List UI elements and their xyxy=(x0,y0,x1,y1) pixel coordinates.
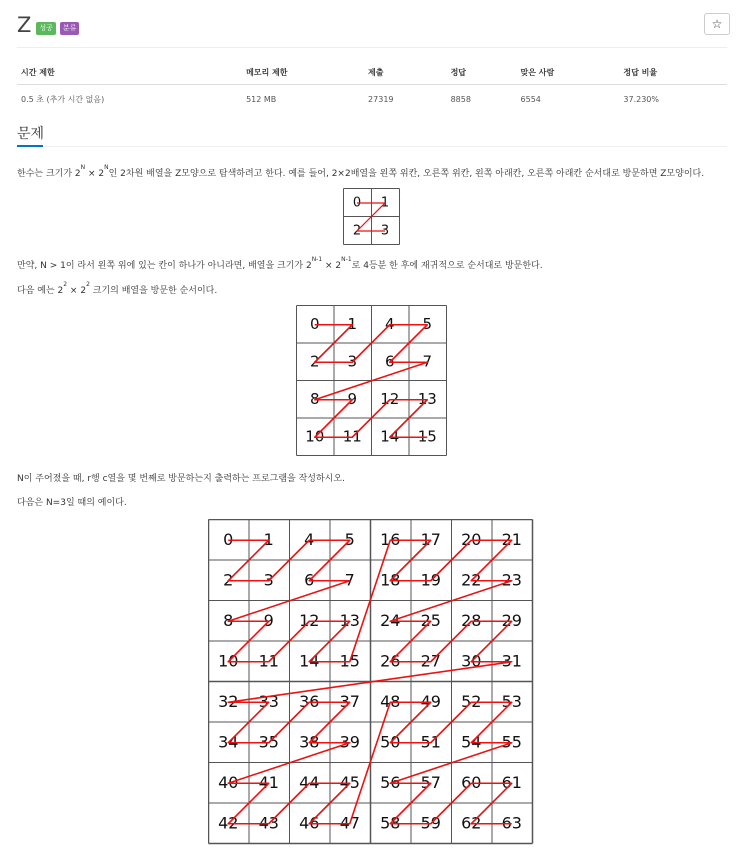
grid-cell-number: 4 xyxy=(304,530,315,550)
z-order-figure-8x8 xyxy=(208,519,536,848)
grid-cell-number: 54 xyxy=(461,732,482,752)
problem-title: Z xyxy=(17,13,32,37)
z-order-figure-2x2 xyxy=(343,188,402,245)
grid-cell-number: 11 xyxy=(342,427,362,446)
grid-cell-number: 16 xyxy=(380,530,401,550)
category-badge[interactable]: 분류 xyxy=(60,22,80,35)
grid-cell-number: 60 xyxy=(461,773,482,793)
grid-cell-number: 58 xyxy=(380,813,401,833)
grid-cell-number: 40 xyxy=(218,773,239,793)
grid-cell-number: 42 xyxy=(218,813,239,833)
grid-cell-number: 30 xyxy=(461,651,482,671)
grid-cell-number: 25 xyxy=(420,611,441,631)
grid-cell-number: 18 xyxy=(380,570,401,590)
solvers-header: 맞은 사람 xyxy=(517,63,620,85)
grid-cell-number: 47 xyxy=(339,813,360,833)
grid-cell-number: 35 xyxy=(258,732,279,752)
p2-sup-2: N-1 xyxy=(341,256,352,263)
grid-cell-number: 0 xyxy=(309,315,320,334)
grid-cell-number: 0 xyxy=(223,530,234,550)
grid-cell-number: 39 xyxy=(339,732,360,752)
submissions-value[interactable]: 27319 xyxy=(368,95,394,104)
grid-cell-number: 11 xyxy=(258,651,279,671)
grid-cell-number: 6 xyxy=(384,352,395,371)
memory-limit-header: 메모리 제한 xyxy=(242,63,364,85)
grid-cell-number: 9 xyxy=(263,611,274,631)
solvers-value[interactable]: 6554 xyxy=(520,95,541,104)
time-limit-value: 0.5 초 (추가 시간 없음) xyxy=(21,95,105,104)
accepted-header: 정답 xyxy=(447,63,517,85)
grid-cell-number: 34 xyxy=(218,732,239,752)
grid-cell-number: 55 xyxy=(501,732,522,752)
p2-text-b: × 2 xyxy=(322,261,342,271)
grid-cell-number: 12 xyxy=(299,611,320,631)
star-icon: ☆ xyxy=(711,17,723,31)
grid-cell-number: 53 xyxy=(501,692,522,712)
grid-cell-number: 26 xyxy=(380,651,401,671)
problem-header xyxy=(17,12,83,38)
grid-cell-number: 1 xyxy=(263,530,274,550)
grid-cell-number: 59 xyxy=(420,813,441,833)
grid-cell-number: 12 xyxy=(380,390,400,409)
grid-cell-number: 45 xyxy=(339,773,360,793)
grid-cell-number: 33 xyxy=(258,692,279,712)
p2-text-c: 로 4등분 한 후에 재귀적으로 순서대로 방문한다. xyxy=(351,261,543,271)
grid-cell-number: 4 xyxy=(384,315,395,334)
description-paragraph-5: 다음은 N=3일 때의 예이다. xyxy=(17,498,127,508)
problem-info-table xyxy=(17,63,727,109)
grid-cell-number: 1 xyxy=(347,315,358,334)
grid-cell-number: 38 xyxy=(299,732,320,752)
grid-cell-number: 6 xyxy=(304,570,315,590)
ratio-value: 37.230% xyxy=(623,95,659,104)
grid-cell-number: 57 xyxy=(420,773,441,793)
description-paragraph-3 xyxy=(17,283,217,296)
grid-cell-number: 15 xyxy=(417,427,437,446)
grid-cell-number: 10 xyxy=(305,427,325,446)
grid-cell-number: 31 xyxy=(501,651,522,671)
grid-cell-number: 21 xyxy=(501,530,522,550)
p3-sup-1: 2 xyxy=(63,281,68,288)
grid-cell-number: 0 xyxy=(352,195,362,211)
grid-cell-number: 24 xyxy=(380,611,401,631)
grid-cell-number: 14 xyxy=(380,427,400,446)
description-paragraph-1 xyxy=(17,166,704,179)
grid-cell-number: 9 xyxy=(347,390,358,409)
accepted-value[interactable]: 8858 xyxy=(450,95,471,104)
grid-cell-number: 62 xyxy=(461,813,482,833)
grid-cell-number: 28 xyxy=(461,611,482,631)
info-value-row xyxy=(17,85,727,110)
grid-cell-number: 2 xyxy=(223,570,234,590)
section-title: 문제 xyxy=(17,126,45,142)
p1-sup-1: N xyxy=(80,164,86,171)
grid-cell-number: 22 xyxy=(461,570,482,590)
grid-cell-number: 13 xyxy=(339,611,360,631)
description-paragraph-2 xyxy=(17,258,543,271)
grid-cell-number: 13 xyxy=(417,390,437,409)
section-rule xyxy=(17,146,727,147)
grid-cell-number: 8 xyxy=(223,611,234,631)
grid-cell-number: 63 xyxy=(501,813,522,833)
grid-cell-number: 52 xyxy=(461,692,482,712)
grid-cell-number: 29 xyxy=(501,611,522,631)
grid-cell-number: 44 xyxy=(299,773,320,793)
p1-text-b: × 2 xyxy=(85,169,105,179)
grid-cell-number: 23 xyxy=(501,570,522,590)
section-underline xyxy=(17,145,43,147)
p1-text-a: 한수는 크기가 2 xyxy=(17,169,81,179)
grid-cell-number: 5 xyxy=(422,315,433,334)
grid-cell-number: 15 xyxy=(339,651,360,671)
grid-cell-number: 36 xyxy=(299,692,320,712)
grid-cell-number: 49 xyxy=(420,692,441,712)
grid-cell-number: 3 xyxy=(380,223,390,239)
grid-cell-number: 1 xyxy=(380,195,390,211)
p3-text-c: 크기의 배열을 방문한 순서이다. xyxy=(89,286,218,296)
grid-cell-number: 56 xyxy=(380,773,401,793)
grid-cell-number: 10 xyxy=(218,651,239,671)
p3-sup-2: 2 xyxy=(86,281,90,288)
grid-cell-number: 61 xyxy=(501,773,522,793)
grid-cell-number: 7 xyxy=(422,352,433,371)
grid-cell-number: 51 xyxy=(420,732,441,752)
grid-cell-number: 48 xyxy=(380,692,401,712)
grid-cell-number: 3 xyxy=(347,352,358,371)
info-header-row xyxy=(17,63,727,85)
success-badge[interactable]: 성공 xyxy=(36,22,56,35)
grid-cell-number: 7 xyxy=(344,570,355,590)
memory-limit-value: 512 MB xyxy=(246,95,277,104)
grid-cell-number: 2 xyxy=(309,352,320,371)
grid-cell-number: 20 xyxy=(461,530,482,550)
p2-text-a: 만약, N > 1이 라서 왼쪽 위에 있는 칸이 하나가 아니라면, 배열을 크기가 2 xyxy=(17,261,312,271)
p1-sup-2: N xyxy=(104,164,109,171)
grid-cell-number: 5 xyxy=(344,530,355,550)
favorite-star-button[interactable] xyxy=(704,13,730,35)
grid-cell-number: 46 xyxy=(299,813,320,833)
grid-cell-number: 27 xyxy=(420,651,441,671)
p3-text-b: × 2 xyxy=(67,286,87,296)
grid-cell-number: 43 xyxy=(258,813,279,833)
grid-cell-number: 32 xyxy=(218,692,239,712)
grid-cell-number: 14 xyxy=(299,651,320,671)
grid-cell-number: 3 xyxy=(263,570,274,590)
grid-cell-number: 50 xyxy=(380,732,401,752)
description-paragraph-4: N이 주어졌을 때, r행 c열을 몇 번째로 방문하는지 출력하는 프로그램을 작성하시오. xyxy=(17,474,345,484)
grid-cell-number: 17 xyxy=(420,530,441,550)
grid-cell-number: 19 xyxy=(420,570,441,590)
p2-sup-1: N-1 xyxy=(311,256,323,263)
ratio-header: 정답 비율 xyxy=(619,63,727,85)
grid-cell-number: 2 xyxy=(352,223,362,239)
header-divider xyxy=(17,47,727,48)
grid-cell-number: 41 xyxy=(258,773,279,793)
time-limit-header: 시간 제한 xyxy=(17,63,242,85)
p1-text-c: 인 2차원 배열을 Z모양으로 탐색하려고 한다. 예를 들어, 2×2배열을 왼쪽 위칸, 오른쪽 위칸, 왼쪽 아래칸, 오른쪽 아래칸 순서대로 방문하면 Z모양이다. xyxy=(108,169,705,179)
z-order-figure-4x4 xyxy=(296,305,448,457)
p3-text-a: 다음 예는 2 xyxy=(17,286,64,296)
grid-cell-number: 8 xyxy=(309,390,320,409)
submissions-header: 제출 xyxy=(364,63,447,85)
grid-cell-number: 37 xyxy=(339,692,360,712)
